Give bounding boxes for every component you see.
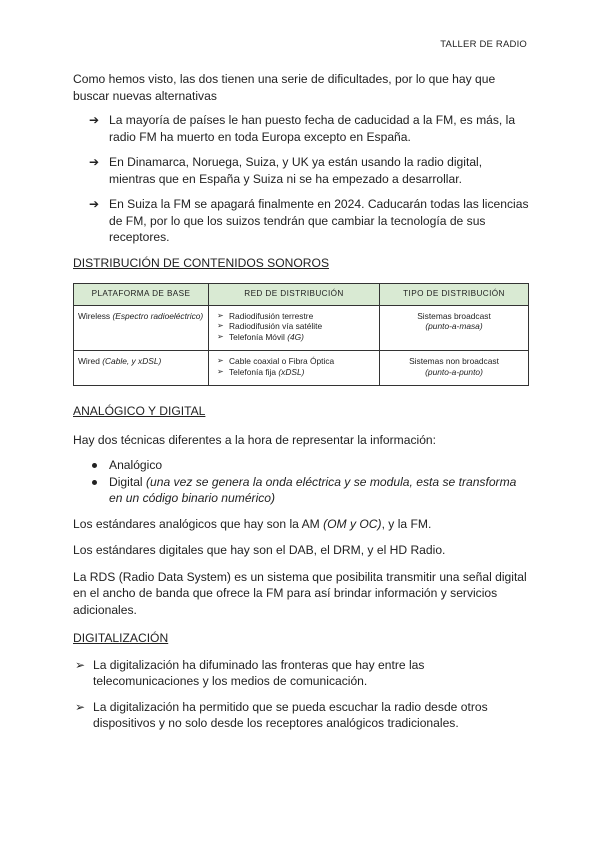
table-header-row <box>74 284 529 306</box>
chevron-right-icon: ➢ <box>217 321 224 330</box>
arrow-list <box>73 112 529 246</box>
arrow-icon: ➔ <box>89 155 100 169</box>
section-title-digitalizacion: DIGITALIZACIÓN <box>73 631 169 645</box>
table-cell: Sistemas broadcast (punto-a-masa) <box>380 305 529 351</box>
intro-paragraph: Como hemos visto, las dos tienen una serie de dificultades, por lo que hay que buscar nuevas alternativas <box>73 72 496 103</box>
table-header: PLATAFORMA DE BASE <box>74 284 209 306</box>
list-item: ➢ La digitalización ha difuminado las fronteras que hay entre las telecomunicaciones y los medios de comunicación. <box>75 657 425 688</box>
arrow-icon: ➔ <box>89 113 100 127</box>
page-header: TALLER DE RADIO <box>440 39 527 50</box>
list-item: ➢ La digitalización ha permitido que se pueda escuchar la radio desde otros dispositivos y no solo desde los receptores analógicos tradicionales. <box>75 699 488 730</box>
table-row <box>74 351 529 386</box>
chevron-right-icon: ➢ <box>217 310 224 320</box>
list-item: ➔ En Suiza la FM se apagará finalmente en 2024. Caducarán todas las licencias de FM, por lo que los suizos tendrán que cambiar la tecnología de sus receptores. <box>89 197 529 244</box>
table-header: TIPO DE DISTRIBUCIÓN <box>380 284 529 306</box>
document-body <box>73 71 529 741</box>
table-cell: Wired (Cable, y xDSL) <box>74 351 209 386</box>
paragraph: Los estándares analógicos que hay son la AM (OM y OC), y la FM. <box>73 516 432 531</box>
list-item: ➔ En Dinamarca, Noruega, Suiza, y UK ya están usando la radio digital, mientras que en España y Suiza ni se ha empezado a desarrollar. <box>89 155 483 186</box>
paragraph: La RDS (Radio Data System) es un sistema que posibilita transmitir una señal digital en el ancho de banda que ofrece la FM para así brindar información y servicios adicionales. <box>73 569 527 617</box>
distribution-table <box>73 283 529 386</box>
list-item: Analógico <box>73 457 529 474</box>
table-cell: ➢ Cable coaxial o Fibra Óptica ➢ Telefonía fija (xDSL) <box>209 351 380 386</box>
list-item: ➔ La mayoría de países le han puesto fecha de caducidad a la FM, es más, la radio FM ha muerto en toda Europa excepto en España. <box>89 113 516 144</box>
table-cell: ➢ Radiodifusión terrestre ➢ Radiodifusión vía satélite ➢ Telefonía Móvil (4G) <box>209 305 380 351</box>
chevron-right-icon: ➢ <box>217 356 224 365</box>
arrow-icon: ➔ <box>89 197 100 211</box>
chevron-right-icon: ➢ <box>75 657 86 672</box>
chevron-right-icon: ➢ <box>217 331 224 341</box>
chevron-list <box>73 657 529 732</box>
section-title-distribucion: DISTRIBUCIÓN DE CONTENIDOS SONOROS <box>73 255 330 270</box>
table-cell: Wireless (Espectro radioeléctrico) <box>74 305 209 351</box>
section-title-analogico: ANALÓGICO Y DIGITAL <box>73 404 206 418</box>
chevron-right-icon: ➢ <box>217 366 224 376</box>
bullet-icon <box>92 463 97 468</box>
list-item: Digital (una vez se genera la onda eléctrica y se modula, esta se transforma en un código binario numérico) <box>73 474 529 507</box>
bullet-icon <box>92 480 97 485</box>
chevron-right-icon: ➢ <box>75 699 86 714</box>
dot-list <box>73 457 529 507</box>
paragraph: Los estándares digitales que hay son el DAB, el DRM, y el HD Radio. <box>73 543 446 557</box>
table-cell: Sistemas non broadcast (punto-a-punto) <box>380 351 529 386</box>
paragraph: Hay dos técnicas diferentes a la hora de representar la información: <box>73 432 437 447</box>
table-row <box>74 305 529 351</box>
table-header: RED DE DISTRIBUCIÓN <box>209 284 380 306</box>
